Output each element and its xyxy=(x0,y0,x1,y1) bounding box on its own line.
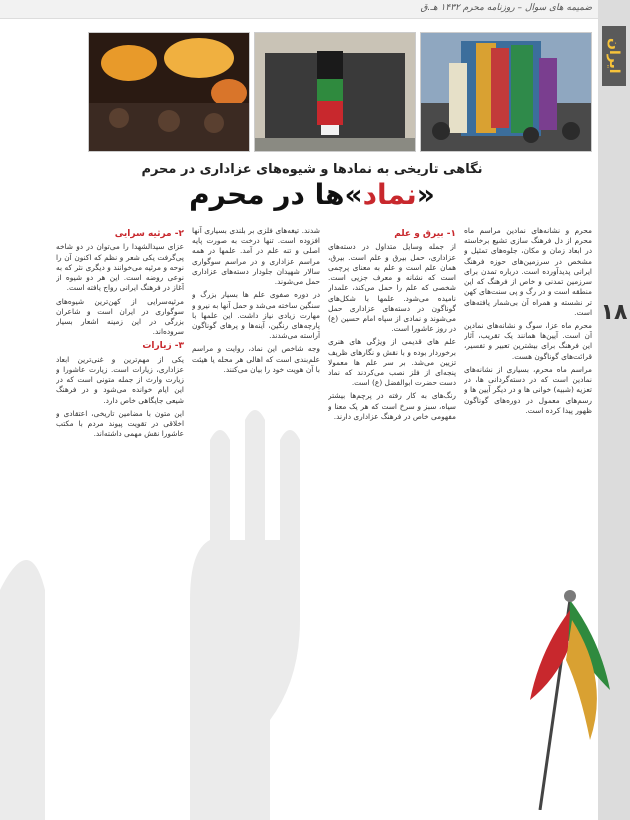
running-header xyxy=(0,0,630,19)
col2-paragraph: از جمله وسایل متداول در دسته‌های عزاداری، حمل بیرق و علم است. بیرق، همان علم است و علم به معنای پرچمی است که نشانه و معرف جزیی است. شخصی که علم را حمل می‌کند، علمدار نامیده می‌شود. علمها با شکل‌های گوناگون در دسته‌های عزاداری حمل می‌شوند و نمادی از سپاه امام حسین (ع) در روز عاشورا است. xyxy=(328,242,456,334)
photo-torches-night xyxy=(88,32,250,152)
col3-paragraph: در دوره صفوی علم ها بسیار بزرگ و سنگین ساخته می‌شد و حمل آنها به نیرو و مهارت زیادی نیاز داشت. این علمها با پارچه‌های رنگین، آینه‌ها و پرهای گوناگون آراسته می‌شدند. xyxy=(192,290,320,341)
photo-banners-crowd xyxy=(420,32,592,152)
photo-flag-hut xyxy=(254,32,416,152)
col1-paragraph: محرم ماه عزا، سوگ و نشانه‌های نمادین آن است. آیین‌ها همانند یک تقریب، آثار این فرهنگ برای بیشترین تعبیر و تفسیر، قرائت‌های گوناگون هست. xyxy=(464,320,592,361)
column-4 xyxy=(56,226,184,816)
section-tab: ایران xyxy=(602,26,626,86)
running-header-text: ضمیمه های سوال – روزنامه محرم ۱۴۳۲ هـ.ق xyxy=(420,3,592,13)
column-3 xyxy=(192,226,320,816)
alam-standard-icon xyxy=(500,580,620,810)
article-headline: «نماد»ها در محرم xyxy=(189,178,435,211)
page-number: ۱۸ xyxy=(600,300,628,325)
col4-paragraph: این متون با مضامین تاریخی، اعتقادی و اخلاقی در تقویت پیوند مردم با مکتب عاشورا نقش مهمی داشته‌اند. xyxy=(56,408,184,439)
col4-paragraph: مرثیه‌سرایی از کهن‌ترین شیوه‌های سوگواری در ایران است و شاعران بزرگی در این زمینه اشعار بسیار سروده‌اند. xyxy=(56,296,184,337)
col2-paragraph: رنگ‌های به کار رفته در پرچم‌ها بیشتر سیاه، سبز و سرخ است که هر یک معنا و مفهومی خاص در فرهنگ عزاداری دارند. xyxy=(328,391,456,421)
article-subtitle: نگاهی تاریخی به نمادها و شیوه‌های عزاداری در محرم xyxy=(141,162,483,177)
col1-paragraph: مراسم ماه محرم، بسیاری از نشانه‌های نمادین است که در دسته‌گردانی ها، در تعزیه (شبیه) خوانی ها و در دیگر آیین ها و رسم‌های معمول در دوره‌های گوناگون ظهور پیدا کرده است. xyxy=(464,364,592,415)
col1-paragraph: محرم و نشانه‌های نمادین مراسم ماه محرم از دل فرهنگ سازی تشیع برخاسته در ابعاد زمان و مکان، جلوه‌های تمثیل و مشخص در سرزمین‌های حوزه فرهنگ ایرانی پدیدآورده است. درباره تمدن برای سرزمین تمدنی و خاص از فرهنگ که این منطقه است و در رگ و پی سنت‌های کهن تر نشسته و همراه آن بی‌شمار یافته‌های است. xyxy=(464,226,592,317)
col4-paragraph: عزای سیدالشهدا را می‌توان در دو شاخه پی‌گرفت یکی شعر و نظم که اکنون آن را نوحه و مرثیه می‌خوانند و دیگری نثر که به نوعی روضه است. این هر دو شیوه از آغاز در فرهنگ ایرانی رواج یافته است. xyxy=(56,242,184,293)
section-heading: ۲- مرثیه سرایی xyxy=(114,229,184,239)
col3-paragraph: وجه شاخص این نماد، روایت و مراسم علم‌بندی است که اهالی هر محله یا هیئت با آن هویت خود را بیان می‌کنند. xyxy=(192,344,320,374)
headline-rest: ها در محرم xyxy=(189,178,345,211)
column-2 xyxy=(328,226,456,816)
headline-highlight: نماد xyxy=(362,178,417,211)
section-heading: ۱- بیرق و علم xyxy=(394,229,456,239)
col3-paragraph: شدند. تیغه‌های فلزی بر بلندی بسیاری آنها افزوده است. تنها درخت به صورت پایه اصلی و تنه علم در آمد. علمها در همه مراسم عزاداری و در مراسم سوگواری سالار شهیدان جلودار دسته‌های عزاداری حمل می‌شوند. xyxy=(192,226,320,287)
col4-paragraph: یکی از مهم‌ترین و غنی‌ترین ابعاد عزاداری، زیارات است. زیارت عاشورا و زیارت وارث از جمله متونی است که در این ایام خوانده می‌شود و در فرهنگ شیعی جایگاهی خاص دارد. xyxy=(56,354,184,405)
dome-watermark-icon xyxy=(0,470,60,820)
section-heading: ۳- زیارات xyxy=(142,341,184,352)
col2-paragraph: علم های قدیمی از ویژگی های هنری برخوردار بوده و با نقش و نگارهای ظریف تزیین می‌شد. بر سر علم ها معمولا پنجه‌ای از فلز نصب می‌کردند که نماد دست حضرت ابوالفضل (ع) است. xyxy=(328,337,456,388)
